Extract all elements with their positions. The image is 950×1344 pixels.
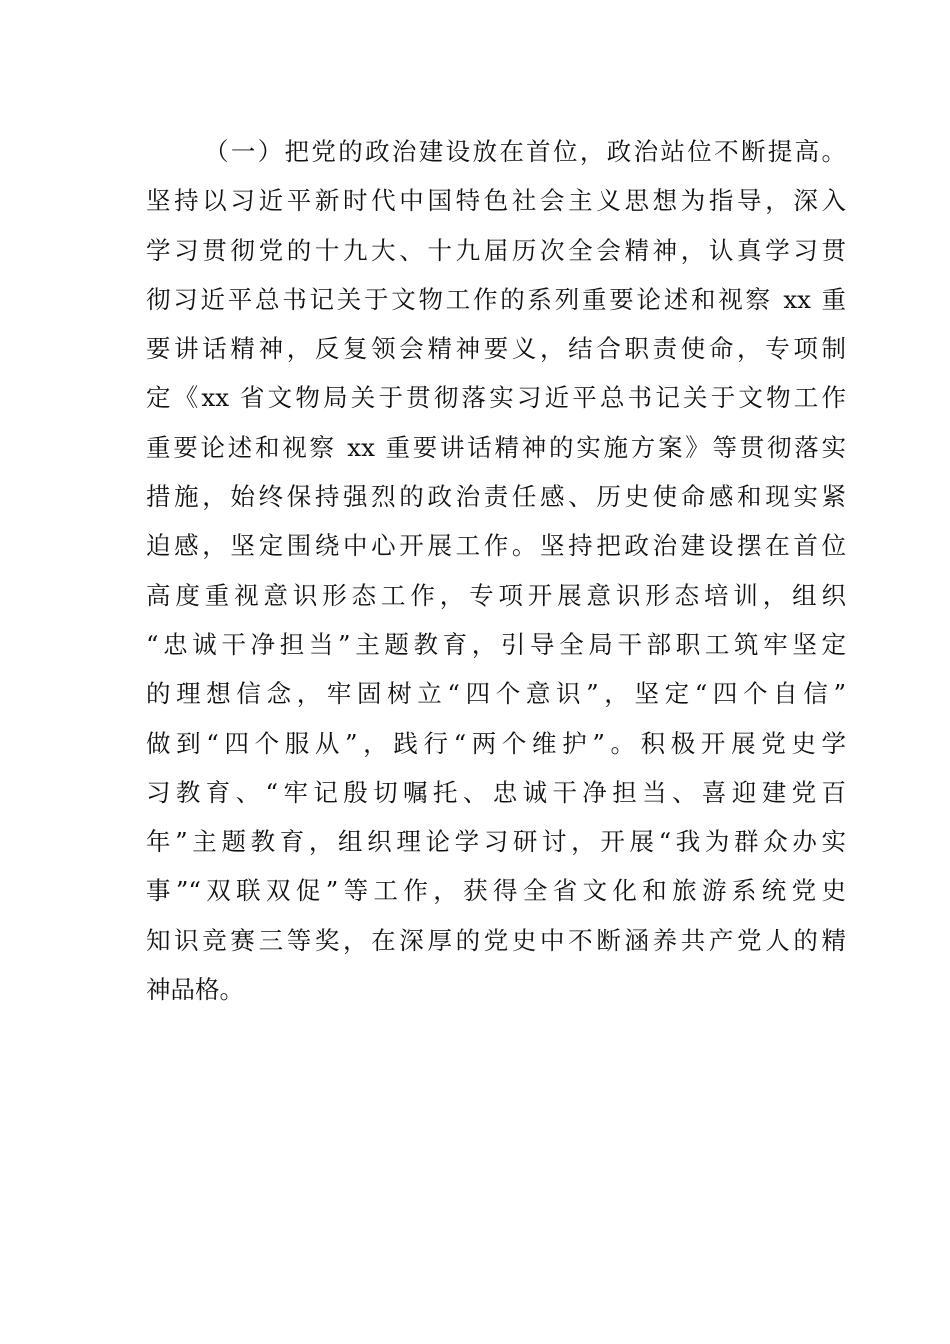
paragraph-line: 高度重视意识形态工作，专项开展意识形态培训，组织 bbox=[146, 580, 846, 610]
paragraph-line: 的理想信念，牢固树立“四个意识”，坚定“四个自信” bbox=[146, 679, 846, 709]
paragraph bbox=[146, 127, 846, 1014]
paragraph-line: 习教育、“牢记殷切嘱托、忠诚干净担当、喜迎建党百 bbox=[146, 777, 846, 807]
paragraph-line: “忠诚干净担当”主题教育，引导全局干部职工筑牢坚定 bbox=[146, 629, 846, 659]
paragraph-line: 学习贯彻党的十九大、十九届历次全会精神，认真学习贯 bbox=[146, 235, 846, 265]
paragraph-line: 做到“四个服从”，践行“两个维护”。积极开展党史学 bbox=[146, 728, 846, 758]
paragraph-line: 坚持以习近平新时代中国特色社会主义思想为指导，深入 bbox=[146, 186, 846, 216]
paragraph-line: 年”主题教育，组织理论学习研讨，开展“我为群众办实 bbox=[146, 827, 846, 857]
paragraph-line: 重要论述和视察 xx 重要讲话精神的实施方案》等贯彻落实 bbox=[146, 432, 846, 462]
paragraph-line: 措施，始终保持强烈的政治责任感、历史使命感和现实紧 bbox=[146, 482, 846, 512]
paragraph-line: 彻习近平总书记关于文物工作的系列重要论述和视察 xx 重 bbox=[146, 284, 846, 314]
paragraph-line: 知识竞赛三等奖，在深厚的党史中不断涵养共产党人的精 bbox=[146, 925, 846, 955]
paragraph-line: 迫感，坚定围绕中心开展工作。坚持把政治建设摆在首位 bbox=[146, 531, 846, 561]
paragraph-line: 事”“双联双促”等工作，获得全省文化和旅游系统党史 bbox=[146, 876, 846, 906]
paragraph-line: （一）把党的政治建设放在首位，政治站位不断提高。 bbox=[204, 137, 846, 166]
paragraph-line: 定《xx 省文物局关于贯彻落实习近平总书记关于文物工作 bbox=[146, 383, 846, 413]
paragraph-line: 要讲话精神，反复领会精神要义，结合职责使命，专项制 bbox=[146, 334, 846, 364]
paragraph-line: 神品格。 bbox=[146, 975, 244, 1005]
